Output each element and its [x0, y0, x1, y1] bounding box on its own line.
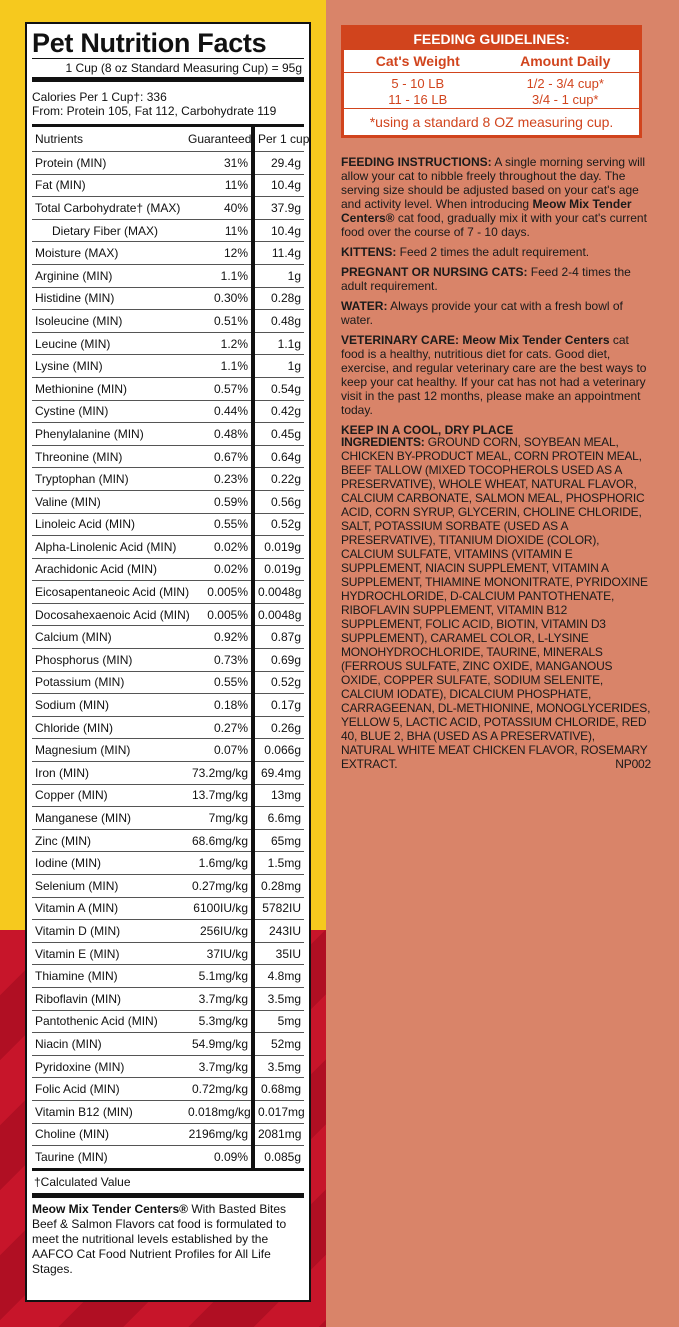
nutrient-name: Vitamin E (MIN)	[32, 942, 185, 965]
nutrient-name: Choline (MIN)	[32, 1123, 185, 1146]
table-row	[32, 739, 304, 762]
table-row	[32, 671, 304, 694]
per-cup-value: 5mg	[253, 1010, 304, 1033]
guaranteed-value: 0.27%	[185, 716, 253, 739]
guaranteed-value: 0.27mg/kg	[185, 875, 253, 898]
guaranteed-value: 0.44%	[185, 400, 253, 423]
guaranteed-value: 0.92%	[185, 626, 253, 649]
guaranteed-value: 6100IU/kg	[185, 897, 253, 920]
statement-brand: Meow Mix Tender Centers®	[32, 1201, 188, 1216]
guaranteed-value: 0.59%	[185, 490, 253, 513]
nutrient-name: Eicosapentaneoic Acid (MIN)	[32, 581, 185, 604]
pregnant-label: PREGNANT OR NURSING CATS:	[341, 265, 528, 279]
guaranteed-value: 1.6mg/kg	[185, 852, 253, 875]
table-row	[32, 423, 304, 446]
table-row	[32, 1055, 304, 1078]
nutrient-name: Phosphorus (MIN)	[32, 649, 185, 672]
nutrition-facts-panel	[25, 22, 311, 1302]
guaranteed-value: 68.6mg/kg	[185, 829, 253, 852]
feeding-brand: Meow Mix Tender Centers®	[341, 197, 632, 225]
ingredients-block	[341, 435, 651, 771]
table-row	[32, 807, 304, 830]
nutrient-name: Riboflavin (MIN)	[32, 987, 185, 1010]
table-row	[32, 400, 304, 423]
guaranteed-value: 7mg/kg	[185, 807, 253, 830]
per-cup-value: 0.56g	[253, 490, 304, 513]
guaranteed-value: 0.005%	[185, 581, 253, 604]
table-row	[32, 716, 304, 739]
per-cup-value: 0.066g	[253, 739, 304, 762]
per-cup-value: 0.017mg	[253, 1100, 304, 1123]
nutrient-name: Total Carbohydrate† (MAX)	[32, 197, 185, 220]
kittens-text: Feed 2 times the adult requirement.	[396, 245, 590, 259]
table-row	[32, 513, 304, 536]
table-row	[32, 581, 304, 604]
feeding-row	[344, 76, 639, 92]
nutrient-name: Leucine (MIN)	[32, 332, 185, 355]
per-cup-value: 0.52g	[253, 671, 304, 694]
guaranteed-value: 0.23%	[185, 468, 253, 491]
guaranteed-value: 256IU/kg	[185, 920, 253, 943]
guaranteed-value: 40%	[185, 197, 253, 220]
nutrient-name: Taurine (MIN)	[32, 1146, 185, 1170]
guaranteed-value: 0.73%	[185, 649, 253, 672]
water-text: Always provide your cat with a fresh bowl of water.	[341, 299, 623, 327]
per-cup-value: 1.1g	[253, 332, 304, 355]
feeding-weight: 11 - 16 LB	[388, 92, 448, 107]
guaranteed-value: 0.02%	[185, 536, 253, 559]
per-cup-value: 3.5mg	[253, 987, 304, 1010]
guaranteed-value: 3.7mg/kg	[185, 987, 253, 1010]
calories-block	[32, 82, 304, 127]
nutrient-name: Iodine (MIN)	[32, 852, 185, 875]
guaranteed-value: 3.7mg/kg	[185, 1055, 253, 1078]
feeding-guidelines-columns	[344, 50, 639, 73]
guaranteed-value: 11%	[185, 219, 253, 242]
per-cup-value: 37.9g	[253, 197, 304, 220]
table-row	[32, 694, 304, 717]
nutrient-name: Sodium (MIN)	[32, 694, 185, 717]
guaranteed-value: 0.09%	[185, 1146, 253, 1170]
per-cup-value: 0.0048g	[253, 581, 304, 604]
per-cup-value: 1g	[253, 355, 304, 378]
per-cup-value: 10.4g	[253, 174, 304, 197]
nutrient-name: Pyridoxine (MIN)	[32, 1055, 185, 1078]
vet-label: VETERINARY CARE:	[341, 333, 460, 347]
per-cup-value: 10.4g	[253, 219, 304, 242]
vet-text: cat food is a healthy, nutritious diet for cats. Good diet, exercise, and regular veterinary care are the best ways to keep your cat healthy. If your cat has not had a veterinary visit in the past 12 months, please make an appointment today.	[341, 333, 647, 417]
per-cup-value: 0.085g	[253, 1146, 304, 1170]
guaranteed-value: 1.1%	[185, 355, 253, 378]
feeding-guidelines-title: FEEDING GUIDELINES:	[344, 28, 639, 50]
table-row	[32, 875, 304, 898]
nutrient-name: Protein (MIN)	[32, 152, 185, 175]
table-row	[32, 468, 304, 491]
header-per-cup: Per 1 cup	[253, 127, 304, 152]
table-row	[32, 603, 304, 626]
pregnant	[341, 265, 651, 293]
water	[341, 299, 651, 327]
header-nutrients: Nutrients	[32, 127, 185, 152]
guaranteed-value: 0.07%	[185, 739, 253, 762]
nutrient-name: Iron (MIN)	[32, 762, 185, 785]
feeding-instructions	[341, 155, 651, 239]
table-row	[32, 536, 304, 559]
table-row	[32, 264, 304, 287]
table-row	[32, 626, 304, 649]
nutrient-name: Folic Acid (MIN)	[32, 1078, 185, 1101]
nutrient-name: Lysine (MIN)	[32, 355, 185, 378]
footnote: †Calculated Value	[32, 1171, 304, 1198]
per-cup-value: 0.28mg	[253, 875, 304, 898]
per-cup-value: 0.87g	[253, 626, 304, 649]
nutrient-name: Magnesium (MIN)	[32, 739, 185, 762]
nutrient-name: Potassium (MIN)	[32, 671, 185, 694]
guaranteed-value: 0.18%	[185, 694, 253, 717]
table-row	[32, 490, 304, 513]
nutrient-name: Dietary Fiber (MAX)	[32, 219, 185, 242]
guaranteed-value: 1.1%	[185, 264, 253, 287]
nutrient-name: Valine (MIN)	[32, 490, 185, 513]
table-row	[32, 332, 304, 355]
table-row	[32, 1078, 304, 1101]
panel-title: Pet Nutrition Facts	[32, 28, 267, 58]
table-row	[32, 310, 304, 333]
nutrient-rows	[32, 152, 304, 1170]
per-cup-value: 5782IU	[253, 897, 304, 920]
col-weight: Cat's Weight	[375, 53, 460, 69]
guaranteed-value: 5.3mg/kg	[185, 1010, 253, 1033]
instructions-block	[341, 155, 651, 443]
per-cup-value: 0.28g	[253, 287, 304, 310]
nutrient-name: Histidine (MIN)	[32, 287, 185, 310]
ingredients-text: GROUND CORN, SOYBEAN MEAL, CHICKEN BY-PRODUCT MEAL, CORN PROTEIN MEAL, BEEF TALLOW (MIXED TOCOPHEROLS USED AS A PRESERVATIVE), WHOLE WHEAT, NATURAL FLAVOR, CALCIUM CARBONATE, SALMON MEAL, PHOSPHORIC ACID, CORN SYRUP, GLYCERIN, CHOLINE CHLORIDE, SALT, POTASSIUM SORBATE (USED AS A PRESERVATIVE), TITANIUM DIOXIDE (COLOR), CALCIUM SULFATE, VITAMINS (VITAMIN E SUPPLEMENT, NIACIN SUPPLEMENT, VITAMIN A SUPPLEMENT, THIAMINE MONONITRATE, PYRIDOXINE HYDROCHLORIDE, D-CALCIUM PANTOTHENATE, RIBOFLAVIN SUPPLEMENT, VITAMIN B12 SUPPLEMENT, FOLIC ACID, BIOTIN, VITAMIN D3 SUPPLEMENT), CARAMEL COLOR, L-LYSINE MONOHYDROCHLORIDE, TAURINE, MINERALS (FERROUS SULFATE, ZINC OXIDE, MANGANOUS OXIDE, COPPER SULFATE, SODIUM SELENITE, CALCIUM IODATE), DICALCIUM PHOSPHATE, CARRAGEENAN, DL-METHIONINE, MONOGLYCERIDES, YELLOW 5, LACTIC ACID, POTASSIUM CHLORIDE, RED 40, BLUE 2, BHA (USED AS A PRESERVATIVE), NATURAL WHITE MEAT CHICKEN FLAVOR, ROSEMARY EXTRACT.	[341, 435, 651, 771]
table-row	[32, 897, 304, 920]
per-cup-value: 1.5mg	[253, 852, 304, 875]
table-row	[32, 377, 304, 400]
per-cup-value: 11.4g	[253, 242, 304, 265]
table-row	[32, 784, 304, 807]
pregnant-text: Feed 2-4 times the adult requirement.	[341, 265, 631, 293]
nutrient-name: Isoleucine (MIN)	[32, 310, 185, 333]
nutrient-name: Cystine (MIN)	[32, 400, 185, 423]
table-row	[32, 355, 304, 378]
serving-size: 1 Cup (8 oz Standard Measuring Cup) = 95g	[32, 58, 304, 82]
product-code: NP002	[615, 757, 651, 771]
guaranteed-value: 0.005%	[185, 603, 253, 626]
table-row	[32, 965, 304, 988]
nutrient-name: Thiamine (MIN)	[32, 965, 185, 988]
per-cup-value: 243IU	[253, 920, 304, 943]
nutrient-name: Threonine (MIN)	[32, 445, 185, 468]
table-row	[32, 1123, 304, 1146]
guaranteed-value: 0.72mg/kg	[185, 1078, 253, 1101]
table-row	[32, 558, 304, 581]
nutrient-name: Arginine (MIN)	[32, 264, 185, 287]
col-amount: Amount Daily	[520, 53, 611, 69]
table-row	[32, 1010, 304, 1033]
per-cup-value: 0.64g	[253, 445, 304, 468]
guaranteed-value: 0.51%	[185, 310, 253, 333]
feeding-instructions-text-2: cat food, gradually mix it with your cat's current food over the course of 7 - 10 days.	[341, 211, 647, 239]
nutrient-name: Vitamin A (MIN)	[32, 897, 185, 920]
guaranteed-value: 2196mg/kg	[185, 1123, 253, 1146]
guaranteed-value: 13.7mg/kg	[185, 784, 253, 807]
per-cup-value: 0.26g	[253, 716, 304, 739]
kittens	[341, 245, 651, 259]
guaranteed-value: 37IU/kg	[185, 942, 253, 965]
nutrient-name: Pantothenic Acid (MIN)	[32, 1010, 185, 1033]
nutrient-name: Copper (MIN)	[32, 784, 185, 807]
nutrient-name: Docosahexaenoic Acid (MIN)	[32, 603, 185, 626]
table-row	[32, 445, 304, 468]
table-row	[32, 219, 304, 242]
guaranteed-value: 73.2mg/kg	[185, 762, 253, 785]
nutrient-name: Selenium (MIN)	[32, 875, 185, 898]
ingredients-label: INGREDIENTS:	[341, 435, 425, 449]
nutrient-name: Vitamin D (MIN)	[32, 920, 185, 943]
nutrient-name: Moisture (MAX)	[32, 242, 185, 265]
table-row	[32, 829, 304, 852]
nutrient-name: Linoleic Acid (MIN)	[32, 513, 185, 536]
table-row	[32, 942, 304, 965]
nutrient-name: Niacin (MIN)	[32, 1033, 185, 1056]
feeding-weight: 5 - 10 LB	[391, 76, 445, 91]
nutrient-name: Chloride (MIN)	[32, 716, 185, 739]
guaranteed-value: 0.57%	[185, 377, 253, 400]
nutrient-name: Tryptophan (MIN)	[32, 468, 185, 491]
per-cup-value: 0.52g	[253, 513, 304, 536]
guaranteed-value: 31%	[185, 152, 253, 175]
nutrient-name: Fat (MIN)	[32, 174, 185, 197]
guaranteed-value: 0.48%	[185, 423, 253, 446]
nutrient-name: Calcium (MIN)	[32, 626, 185, 649]
per-cup-value: 0.22g	[253, 468, 304, 491]
calories-from: From: Protein 105, Fat 112, Carbohydrate 119	[32, 104, 277, 118]
table-row	[32, 287, 304, 310]
feeding-note: *using a standard 8 OZ measuring cup.	[344, 108, 639, 135]
storage-text: KEEP IN A COOL, DRY PLACE	[341, 423, 514, 437]
per-cup-value: 2081mg	[253, 1123, 304, 1146]
calories: Calories Per 1 Cup†: 336	[32, 90, 167, 104]
table-row	[32, 1100, 304, 1123]
nutrient-name: Zinc (MIN)	[32, 829, 185, 852]
table-row	[32, 920, 304, 943]
feeding-amount: 3/4 - 1 cup*	[532, 92, 599, 107]
per-cup-value: 1g	[253, 264, 304, 287]
per-cup-value: 0.68mg	[253, 1078, 304, 1101]
per-cup-value: 3.5mg	[253, 1055, 304, 1078]
nutrient-name: Arachidonic Acid (MIN)	[32, 558, 185, 581]
feeding-amount: 1/2 - 3/4 cup*	[526, 76, 604, 91]
feeding-guidelines-box	[341, 25, 642, 138]
feeding-row	[344, 92, 639, 108]
vet-care	[341, 333, 651, 417]
table-row	[32, 1146, 304, 1170]
guaranteed-value: 0.30%	[185, 287, 253, 310]
per-cup-value: 0.019g	[253, 536, 304, 559]
vet-brand: Meow Mix Tender Centers	[459, 333, 610, 347]
per-cup-value: 29.4g	[253, 152, 304, 175]
table-row	[32, 649, 304, 672]
per-cup-value: 0.019g	[253, 558, 304, 581]
statement-text: With Basted Bites Beef & Salmon Flavors cat food is formulated to meet the nutritional levels established by the AAFCO Cat Food Nutrient Profiles for All Life Stages.	[32, 1201, 287, 1276]
nutrient-name: Alpha-Linolenic Acid (MIN)	[32, 536, 185, 559]
kittens-label: KITTENS:	[341, 245, 397, 259]
feeding-instructions-label: FEEDING INSTRUCTIONS:	[341, 155, 492, 169]
table-row	[32, 242, 304, 265]
header-guaranteed: Guaranteed	[185, 127, 253, 152]
table-header	[32, 127, 304, 152]
per-cup-value: 4.8mg	[253, 965, 304, 988]
table-row	[32, 987, 304, 1010]
nutrient-name: Phenylalanine (MIN)	[32, 423, 185, 446]
table-row	[32, 1033, 304, 1056]
per-cup-value: 0.48g	[253, 310, 304, 333]
guaranteed-value: 5.1mg/kg	[185, 965, 253, 988]
per-cup-value: 0.45g	[253, 423, 304, 446]
nutrient-name: Methionine (MIN)	[32, 377, 185, 400]
guaranteed-value: 12%	[185, 242, 253, 265]
table-row	[32, 152, 304, 175]
water-label: WATER:	[341, 299, 388, 313]
table-row	[32, 197, 304, 220]
per-cup-value: 13mg	[253, 784, 304, 807]
table-row	[32, 852, 304, 875]
feeding-instructions-text: A single morning serving will allow your cat to nibble freely throughout the day. The serving size should be adjusted based on your cat's age and activity level. When introducing	[341, 155, 646, 211]
nutrient-table	[32, 127, 310, 1171]
per-cup-value: 35IU	[253, 942, 304, 965]
guaranteed-value: 54.9mg/kg	[185, 1033, 253, 1056]
per-cup-value: 0.0048g	[253, 603, 304, 626]
table-row	[32, 174, 304, 197]
guaranteed-value: 0.67%	[185, 445, 253, 468]
per-cup-value: 0.17g	[253, 694, 304, 717]
guaranteed-value: 0.02%	[185, 558, 253, 581]
per-cup-value: 52mg	[253, 1033, 304, 1056]
guaranteed-value: 1.2%	[185, 332, 253, 355]
guaranteed-value: 11%	[185, 174, 253, 197]
per-cup-value: 69.4mg	[253, 762, 304, 785]
per-cup-value: 65mg	[253, 829, 304, 852]
aafco-statement	[32, 1198, 304, 1277]
nutrient-name: Vitamin B12 (MIN)	[32, 1100, 185, 1123]
guaranteed-value: 0.018mg/kg	[185, 1100, 253, 1123]
nutrient-name: Manganese (MIN)	[32, 807, 185, 830]
per-cup-value: 0.42g	[253, 400, 304, 423]
per-cup-value: 6.6mg	[253, 807, 304, 830]
per-cup-value: 0.54g	[253, 377, 304, 400]
guaranteed-value: 0.55%	[185, 671, 253, 694]
guaranteed-value: 0.55%	[185, 513, 253, 536]
table-row	[32, 762, 304, 785]
per-cup-value: 0.69g	[253, 649, 304, 672]
